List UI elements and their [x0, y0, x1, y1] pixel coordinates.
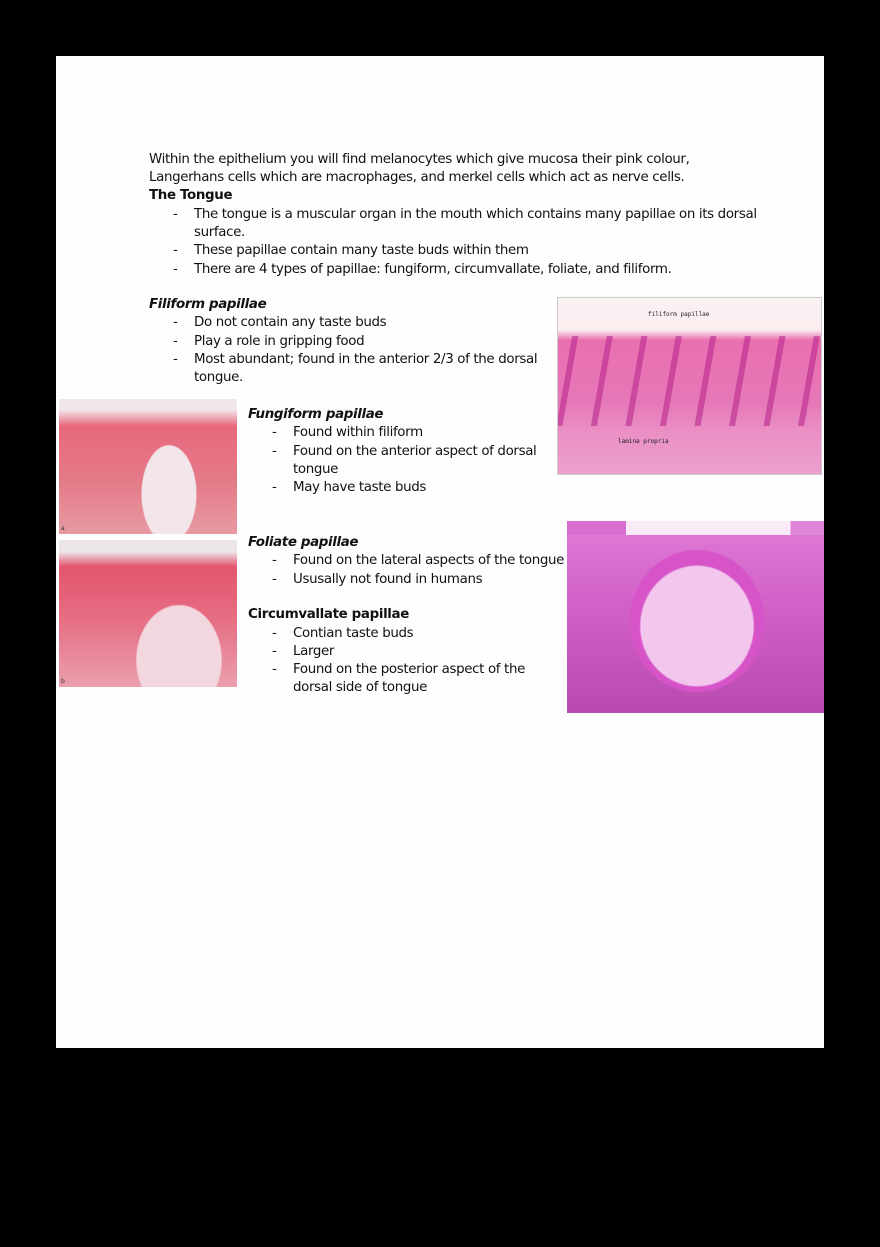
- bullet-dash: -: [173, 334, 178, 349]
- intro-line-2: Langerhans cells which are macrophages, and merkel cells which act as nerve cells.: [149, 170, 685, 185]
- figure-label-lamina: lamina propria: [618, 438, 669, 445]
- tongue-bullet-2: These papillae contain many taste buds within them: [194, 243, 529, 258]
- bullet-dash: -: [173, 315, 178, 330]
- circumvallate-bullet-1: Contian taste buds: [293, 626, 414, 641]
- bullet-dash: -: [173, 207, 178, 222]
- circumvallate-bullet-3: Found on the posterior aspect of the: [293, 662, 525, 677]
- filiform-bullet-1: Do not contain any taste buds: [194, 315, 387, 330]
- papillae-pattern: [558, 336, 821, 426]
- fungiform-bullet-3: May have taste buds: [293, 480, 427, 495]
- foliate-bullet-1: Found on the lateral aspects of the tongue: [293, 553, 565, 568]
- fungiform-bullet-2-cont: tongue: [293, 462, 339, 477]
- bullet-dash: -: [272, 480, 277, 495]
- fungiform-bullet-1: Found within filiform: [293, 425, 423, 440]
- filiform-bullet-3: Most abundant; found in the anterior 2/3 of the dorsal: [194, 352, 538, 367]
- bullet-dash: -: [272, 425, 277, 440]
- intro-line-1: Within the epithelium you will find melanocytes which give mucosa their pink colour,: [149, 152, 690, 167]
- bullet-dash: -: [272, 444, 277, 459]
- figure-tag-b: b: [61, 678, 65, 685]
- filiform-bullet-3-cont: tongue.: [194, 370, 243, 385]
- filiform-bullet-2: Play a role in gripping food: [194, 334, 365, 349]
- bullet-dash: -: [272, 553, 277, 568]
- bullet-dash: -: [173, 243, 178, 258]
- fungiform-heading: Fungiform papillae: [248, 407, 384, 422]
- circumvallate-histology-image: [567, 521, 824, 713]
- circumvallate-bullet-2: Larger: [293, 644, 335, 659]
- tongue-heading: The Tongue: [149, 188, 233, 203]
- tongue-bullet-1-cont: surface.: [194, 225, 245, 240]
- bullet-dash: -: [272, 626, 277, 641]
- figure-label-filiform: filiform papillae: [648, 311, 710, 318]
- fungiform-histology-image-a: [59, 399, 237, 534]
- bullet-dash: -: [173, 262, 178, 277]
- bullet-dash: -: [272, 572, 277, 587]
- figure-tag-a: a: [61, 525, 65, 532]
- circumvallate-heading: Circumvallate papillae: [248, 607, 409, 622]
- filiform-histology-image: [557, 297, 822, 475]
- foliate-bullet-2: Ususally not found in humans: [293, 572, 483, 587]
- fungiform-bullet-2: Found on the anterior aspect of dorsal: [293, 444, 537, 459]
- bullet-dash: -: [272, 662, 277, 677]
- foliate-heading: Foliate papillae: [248, 535, 359, 550]
- image-top-edge: [567, 521, 824, 535]
- tongue-bullet-1: The tongue is a muscular organ in the mouth which contains many papillae on its dorsal: [194, 207, 757, 222]
- bullet-dash: -: [173, 352, 178, 367]
- circumvallate-bullet-3-cont: dorsal side of tongue: [293, 680, 428, 695]
- bullet-dash: -: [272, 644, 277, 659]
- tongue-bullet-3: There are 4 types of papillae: fungiform, circumvallate, foliate, and filiform.: [194, 262, 672, 277]
- fungiform-histology-image-b: [59, 540, 237, 687]
- filiform-heading: Filiform papillae: [149, 297, 267, 312]
